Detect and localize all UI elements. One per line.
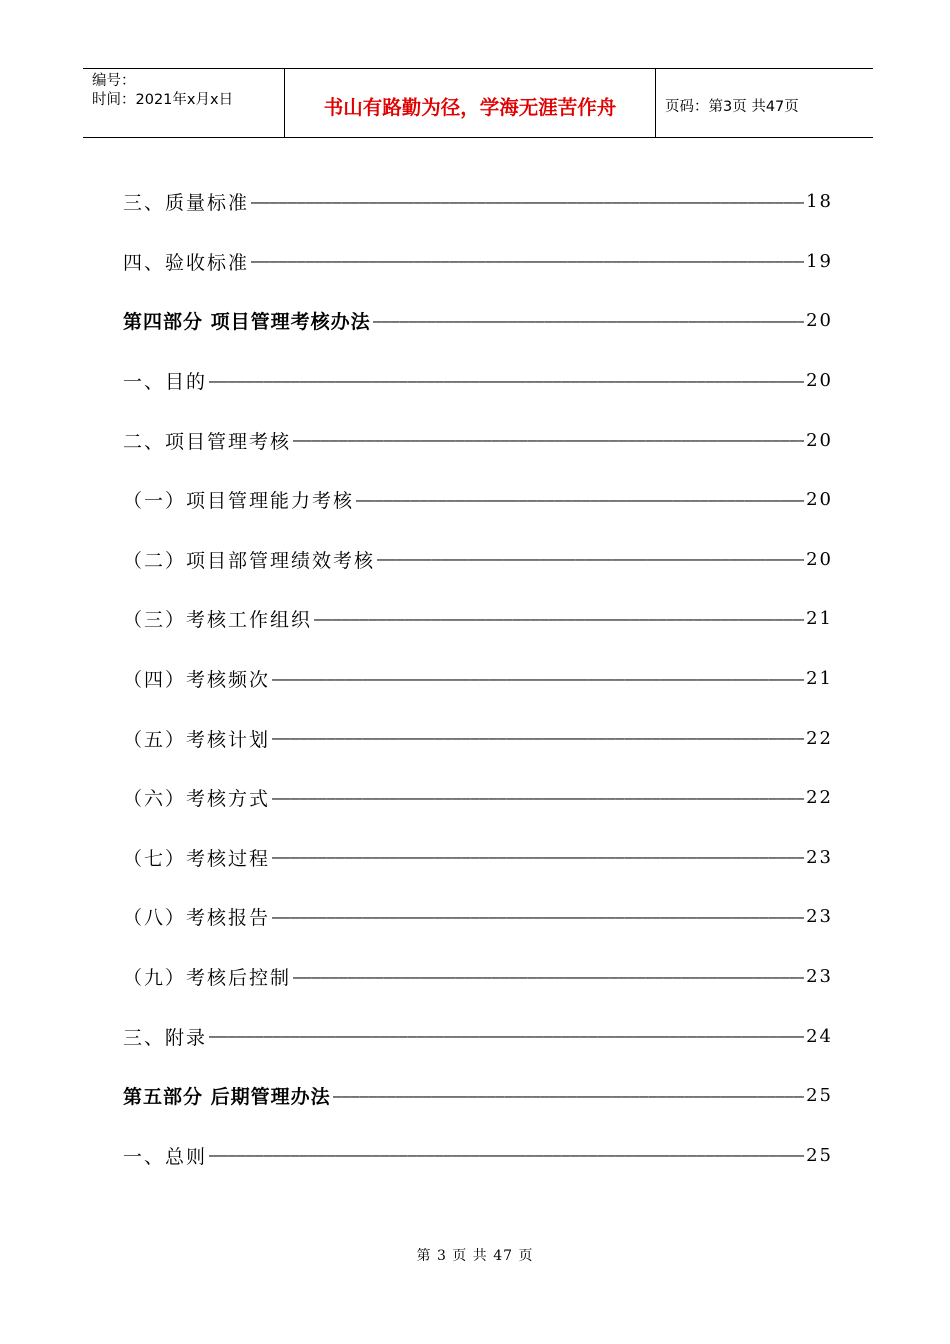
toc-dash-leader — [373, 312, 804, 330]
header-motto: 书山有路勤为径，学海无涯苦作舟 — [284, 69, 656, 137]
table-of-contents — [123, 172, 833, 1185]
toc-entry-title: （二）项目部管理绩效考核 — [123, 549, 376, 572]
toc-entry[interactable] — [123, 232, 833, 292]
toc-entry-page: 20 — [806, 310, 833, 332]
toc-entry[interactable] — [123, 887, 833, 947]
toc-entry[interactable] — [123, 828, 833, 888]
toc-entry[interactable] — [123, 530, 833, 590]
toc-entry-title: 四、验收标准 — [123, 251, 250, 274]
toc-entry[interactable] — [123, 768, 833, 828]
toc-entry[interactable] — [123, 291, 833, 351]
toc-dash-leader — [272, 908, 804, 926]
toc-entry-page: 21 — [806, 668, 833, 690]
toc-entry-title: （七）考核过程 — [123, 847, 271, 870]
toc-entry[interactable] — [123, 470, 833, 530]
toc-entry-title: （四）考核频次 — [123, 669, 271, 692]
toc-entry-page: 19 — [806, 250, 833, 272]
toc-entry-title: （一）项目管理能力考核 — [123, 490, 355, 513]
toc-dash-leader — [377, 550, 804, 568]
toc-entry[interactable] — [123, 649, 833, 709]
header-page-info: 页码：第3页 共47页 — [665, 98, 799, 115]
toc-dash-leader — [272, 848, 804, 866]
header-meta — [83, 69, 284, 137]
toc-dash-leader — [251, 252, 804, 270]
toc-entry-page: 18 — [806, 191, 833, 213]
page-footer: 第 3 页 共 47 页 — [416, 1248, 534, 1264]
toc-entry-title: 一、总则 — [123, 1145, 208, 1168]
toc-entry-page: 23 — [806, 966, 833, 988]
toc-entry-page: 20 — [806, 370, 833, 392]
toc-dash-leader — [209, 1027, 804, 1045]
toc-entry[interactable] — [123, 172, 833, 232]
toc-entry[interactable] — [123, 1006, 833, 1066]
toc-entry[interactable] — [123, 1066, 833, 1126]
toc-entry[interactable] — [123, 708, 833, 768]
toc-dash-leader — [251, 193, 804, 211]
toc-dash-leader — [272, 789, 804, 807]
toc-entry-page: 21 — [806, 608, 833, 630]
toc-entry-title: 第五部分 后期管理办法 — [123, 1086, 331, 1109]
header-time-label: 时间：2021年x月x日 — [92, 92, 234, 108]
toc-entry-page: 25 — [806, 1085, 833, 1107]
toc-dash-leader — [272, 670, 804, 688]
document-header — [83, 68, 873, 138]
toc-entry-title: 三、质量标准 — [123, 192, 250, 215]
toc-entry[interactable] — [123, 589, 833, 649]
toc-dash-leader — [272, 729, 804, 747]
toc-entry-title: 一、目的 — [123, 371, 208, 394]
toc-dash-leader — [209, 1146, 804, 1164]
toc-entry-title: 二、项目管理考核 — [123, 430, 292, 453]
toc-entry-title: 第四部分 项目管理考核办法 — [123, 311, 371, 334]
toc-entry-page: 22 — [806, 727, 833, 749]
toc-dash-leader — [293, 968, 804, 986]
toc-entry-page: 25 — [806, 1144, 833, 1166]
toc-dash-leader — [209, 372, 804, 390]
toc-entry[interactable] — [123, 947, 833, 1007]
toc-dash-leader — [356, 491, 804, 509]
toc-entry-title: （三）考核工作组织 — [123, 609, 313, 632]
toc-dash-leader — [314, 610, 804, 628]
toc-entry-page: 20 — [806, 489, 833, 511]
toc-entry-page: 20 — [806, 548, 833, 570]
toc-entry-page: 24 — [806, 1025, 833, 1047]
toc-dash-leader — [333, 1087, 804, 1105]
toc-entry-page: 23 — [806, 846, 833, 868]
toc-entry-page: 23 — [806, 906, 833, 928]
toc-entry[interactable] — [123, 410, 833, 470]
header-number-label: 编号： — [92, 73, 136, 89]
toc-entry-page: 22 — [806, 787, 833, 809]
toc-entry-title: （六）考核方式 — [123, 788, 271, 811]
toc-dash-leader — [293, 431, 804, 449]
toc-entry-page: 20 — [806, 429, 833, 451]
toc-entry[interactable] — [123, 351, 833, 411]
toc-entry-title: （五）考核计划 — [123, 728, 271, 751]
toc-entry-title: 三、附录 — [123, 1026, 208, 1049]
toc-entry-title: （八）考核报告 — [123, 907, 271, 930]
toc-entry-title: （九）考核后控制 — [123, 967, 292, 990]
toc-entry[interactable] — [123, 1126, 833, 1186]
